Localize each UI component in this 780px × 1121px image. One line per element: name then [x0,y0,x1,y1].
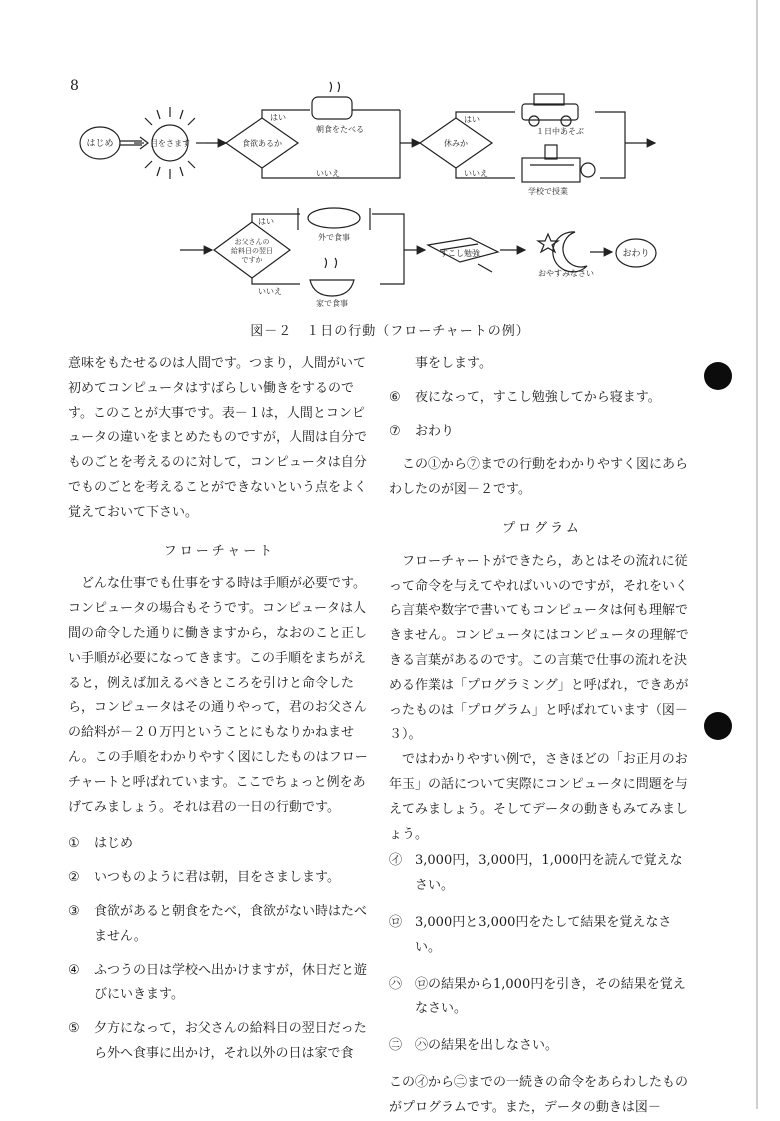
step-marker: ① [68,836,80,852]
step-item [68,1017,371,1067]
program-paragraph-1: フローチャートができたら，あとはその流れに従って命令を与えてやればいいのですが，それをいくら言葉や数字で書いてもコンピュータは何も理解できません。コンピュータにはコンピュータの理解できる言葉があるのです。この言葉で仕事の流れを決める作業は「プログラミング」と呼ばれ，できあがったものは「プログラム」と呼ばれています（図－３）。 [389,553,689,743]
flowchart-heading: フローチャート [163,543,276,559]
holiday-yes-label: はい [464,115,480,124]
step-text: 夜になって，すこし勉強してから寝ます。 [415,389,661,405]
step-marker: ④ [68,962,80,978]
school-icon [522,145,595,182]
instruction-item [389,849,695,899]
payday-label-1: お父さんの [234,238,270,246]
step-text: 夕方になって，お父さんの給料日の翌日だったら外へ食事に出かけ，それ以外の日は家で食 [94,1021,367,1061]
intro-paragraph: 意味をもたせるのは人間です。つまり，人間がいて初めてコンピュータはすばらしい働きをするのです。このことが大事です。表－１は，人間とコンピュータの違いをまとめたものですが，人間は自分でものごとを考えるのに対して，コンピュータは自分でものごとを考えることができないという点をよく覚えておいて下さい。 [68,356,368,520]
page-number: 8 [70,78,79,94]
payday-label-3: ですか [241,256,263,264]
instruction-item [389,973,695,1023]
instruction-marker: ㋑ [389,853,403,869]
breakfast-icon [312,97,352,119]
step-item [389,420,695,445]
step-text: 食欲があると朝食をたべ，食欲がない時はたべません。 [94,903,368,944]
play-label: １日中あそぶ [536,127,584,136]
step-text: はじめ [94,836,134,852]
eat-home-label: 家で食事 [316,299,348,308]
study-label: すこし勉強 [440,249,480,258]
flowchart-figure [0,0,780,345]
appetite-no-label: いいえ [316,169,340,178]
step-marker: ⑦ [389,423,401,439]
step-marker: ⑥ [389,389,401,405]
instruction-marker: ㋩ [389,976,403,992]
step5-continuation-text: 事をします。 [415,356,492,371]
step-item [68,959,371,1009]
program-paragraph-2: ではわかりやすい例で，さきほどの「お正月のお年玉」の話について実際にコンピュータに問題を与えてみましょう。そしてデータの動きもみてみましょう。 [389,752,689,842]
step-continuation [389,352,695,377]
summary-paragraph: この①から⑦までの行動をわかりやすく図にあらわしたのが図－２です。 [389,457,689,498]
step-item [68,866,371,891]
star-icon [538,234,558,252]
instruction-item [389,1034,695,1059]
start-label: はじめ [86,139,114,149]
step-text: おわり [415,423,455,439]
closing-paragraph: この㋑から㊁までの一続きの命令をあらわしたものがプログラムです。また，データの動きは図－ [389,1074,689,1115]
instruction-item [389,911,695,961]
appetite-yes-label: はい [270,113,286,122]
step-text: いつものように君は朝，目をさまします。 [94,870,340,886]
restaurant-meal-icon [298,208,370,230]
instruction-marker: ㋺ [389,914,403,930]
end-label: おわり [622,249,650,259]
flowchart-paragraph: どんな仕事でも仕事をする時は手順が必要です。コンピュータの場合もそうです。コンピュータは人間の命令した通りに働きますから，なおのこと正しい手順が必要になってきます。この手順をまちがえると，例えば加えるべきところを引けと命令したら，コンピュータはその通りやって，君のお父さんの給料が－２０万円ということにもなりかねません。この手順をわかりやすく図にしたものはフローチャートと呼ばれています。ここでちょっと例をあげてみましょう。それは君の一日の行動です。 [68,576,368,815]
program-heading: プログラム [502,520,582,536]
home-meal-icon [310,258,354,296]
binder-hole-top [704,362,732,390]
step-marker: ⑤ [68,1021,80,1037]
breakfast-label: 朝食をたべる [316,125,364,134]
payday-yes-label: はい [258,217,274,226]
appetite-label: 食欲あるか [242,139,282,148]
moon-icon [553,232,587,272]
step-text: ふつうの日は学校へ出かけますが，休日だと遊びにいきます。 [94,962,368,1003]
step-item [68,832,371,857]
car-icon [522,94,578,126]
step-item [68,900,371,950]
sleep-label: おやすみなさい [538,269,594,278]
wake-label: 目をさます [150,139,190,148]
instruction-text: ㋺の結果から1,000円を引き，その結果を覚えなさい。 [415,976,686,1017]
school-label: 学校で授業 [528,187,568,196]
step-marker: ③ [68,903,80,919]
right-column [389,352,695,1121]
eat-out-label: 外で食事 [318,233,350,242]
holiday-no-label: いいえ [464,169,488,178]
step-marker: ② [68,870,80,886]
instruction-marker: ㊁ [389,1038,403,1054]
left-column [68,352,371,1067]
instruction-text: 3,000円と3,000円をたして結果を覚えなさい。 [415,914,672,955]
instruction-text: 3,000円，3,000円，1,000円を読んで覚えなさい。 [415,853,683,894]
step-item [389,386,695,411]
instruction-text: ㋩の結果を出しなさい。 [415,1038,559,1054]
payday-label-2: 給料日の翌日 [231,247,273,255]
figure-caption: 図－２ １日の行動（フローチャートの例） [250,324,530,339]
holiday-label: 休みか [444,139,468,148]
binder-hole-bottom [704,712,732,740]
payday-no-label: いいえ [258,287,282,296]
